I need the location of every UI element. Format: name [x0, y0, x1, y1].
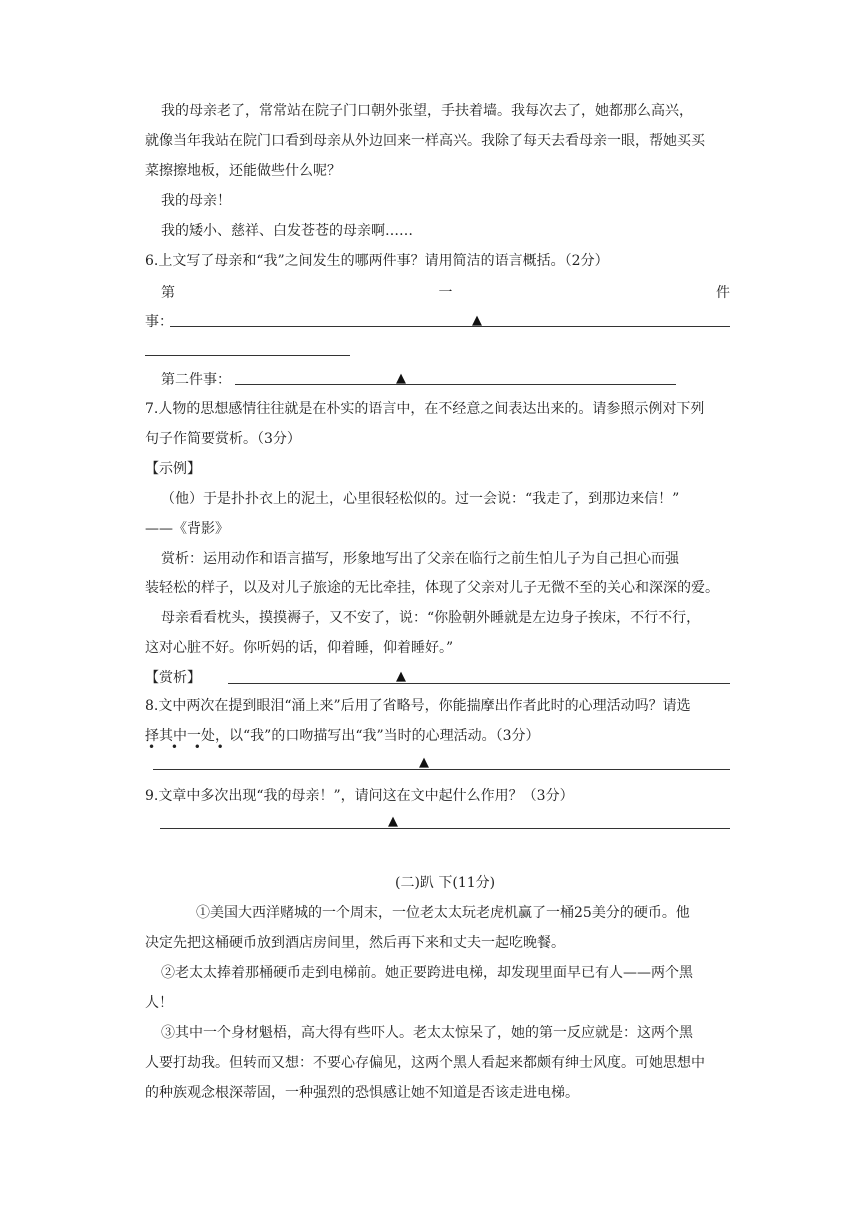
triangle-marker-icon: ▲ — [388, 814, 398, 829]
question-6-second-label: 第二件事： — [161, 372, 231, 388]
question-6-first-tail: 事： — [145, 314, 173, 330]
emphasis-dots: • • • • — [148, 740, 230, 754]
sentence-text: 这对心脏不好。你听妈的话，仰着睡，仰着睡好。” — [145, 640, 454, 656]
answer-line-6b[interactable] — [235, 384, 676, 385]
answer-line-6a-cont[interactable] — [145, 355, 350, 356]
label-char: 第 — [161, 285, 175, 301]
label-char: 一 — [438, 285, 453, 301]
question-7: 7.人物的思想感情往往就是在朴实的语言中，在不经意之间表达出来的。请参照示例对下列 — [145, 401, 705, 417]
sentence-text: 母亲看看枕头，摸摸褥子，又不安了，说：“你脸朝外睡就是左边身子挨床，不行不行， — [161, 610, 701, 626]
label-char: 件 — [716, 285, 730, 301]
example-source: ——《背影》 — [145, 521, 229, 537]
story-line: ②老太太捧着那桶硬币走到电梯前。她正要跨进电梯，却发现里面早已有人——两个黑 — [161, 965, 693, 981]
triangle-marker-icon: ▲ — [419, 755, 429, 770]
example-label: 【示例】 — [145, 461, 201, 477]
question-8: 8.文中两次在提到眼泪“涌上来”后用了省略号，你能揣摩出作者此时的心理活动吗？请选 — [145, 698, 691, 714]
question-8: 择其中一处，以“我”的口吻描写出“我”当时的心理活动。（3分） — [145, 728, 540, 744]
answer-line-7[interactable] — [228, 683, 730, 684]
story-line: 决定先把这桶硬币放到酒店房间里，然后再下来和丈夫一起吃晚餐。 — [145, 935, 565, 951]
story-line: 人要打劫我。但转而又想：不要心存偏见，这两个黑人看起来都颇有绅士风度。可她思想中 — [145, 1055, 705, 1071]
answer-line-6a[interactable] — [170, 326, 730, 327]
question-9: 9.文章中多次出现“我的母亲！”，请问这在文中起什么作用？（3分） — [145, 788, 574, 804]
example-analysis: 装轻松的样子，以及对儿子旅途的无比牵挂，体现了父亲对儿子无微不至的关心和深深的爱。 — [145, 580, 719, 596]
answer-label: 【赏析】 — [145, 670, 201, 686]
story-line: 的种族观念根深蒂固，一种强烈的恐惧感让她不知道是否该走进电梯。 — [145, 1085, 579, 1101]
question-6: 6.上文写了母亲和“我”之间发生的哪两件事？请用简洁的语言概括。（2分） — [145, 253, 609, 269]
answer-line-9[interactable] — [160, 828, 730, 829]
passage-line: 我的母亲老了，常常站在院子门口朝外张望，手扶着墙。我每次去了，她都那么高兴， — [161, 103, 693, 119]
story-line: ①美国大西洋赌城的一个周末，一位老太太玩老虎机赢了一桶25美分的硬币。他 — [196, 905, 690, 921]
passage-line: 菜擦擦地板，还能做些什么呢？ — [145, 163, 341, 179]
triangle-marker-icon: ▲ — [472, 313, 482, 328]
example-text: （他）于是扑扑衣上的泥土，心里很轻松似的。过一会说：“我走了，到那边来信！” — [161, 491, 680, 507]
story-line: ③其中一个身材魁梧，高大得有些吓人。老太太惊呆了，她的第一反应就是：这两个黑 — [161, 1025, 693, 1041]
answer-line-8[interactable] — [153, 769, 730, 770]
passage-line: 我的矮小、慈祥、白发苍苍的母亲啊…… — [161, 223, 413, 239]
passage-line: 就像当年我站在院门口看到母亲从外边回来一样高兴。我除了每天去看母亲一眼，帮她买买 — [145, 133, 705, 149]
triangle-marker-icon: ▲ — [396, 669, 406, 684]
story-line: 人！ — [145, 995, 173, 1011]
passage-line: 我的母亲！ — [161, 193, 231, 209]
triangle-marker-icon: ▲ — [396, 371, 406, 386]
question-7: 句子作简要赏析。（3分） — [145, 431, 301, 447]
question-6-first-label — [161, 283, 730, 303]
section-title: (二)趴 下(11分) — [395, 875, 496, 891]
example-analysis: 赏析：运用动作和语言描写，形象地写出了父亲在临行之前生怕儿子为自己担心而强 — [161, 551, 679, 567]
